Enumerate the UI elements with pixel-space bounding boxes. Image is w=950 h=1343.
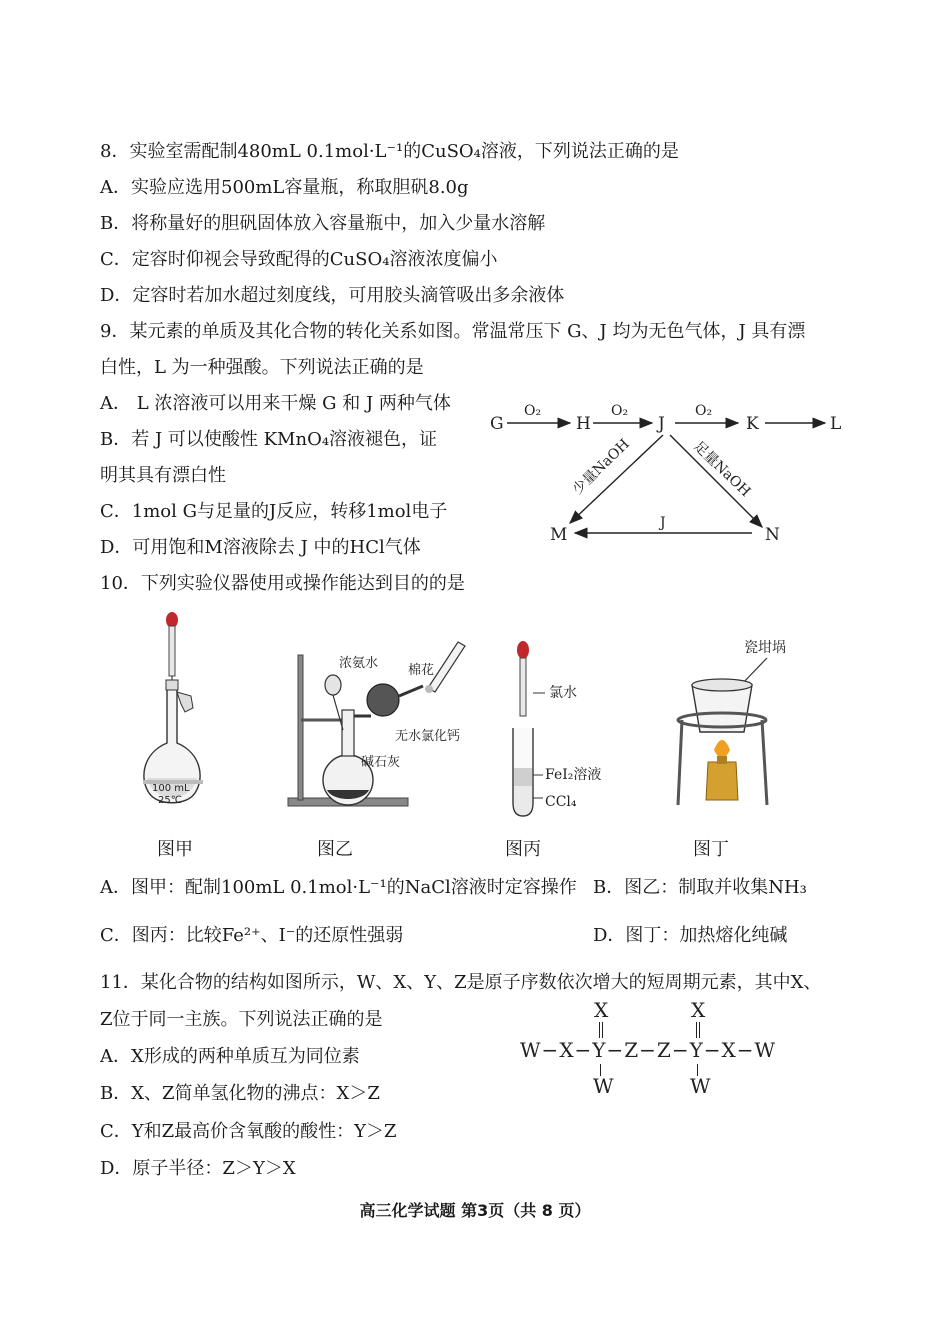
caption-ding: 图丁 (693, 839, 729, 860)
q8-option-b: B．将称量好的胆矾固体放入容量瓶中，加入少量水溶解 (100, 213, 546, 234)
q10-option-b: B．图乙：制取并收集NH₃ (593, 877, 807, 898)
flask-temp-label: 25℃ (158, 795, 182, 806)
node-j: J (658, 414, 665, 434)
q10-stem: 10．下列实验仪器使用或操作能达到目的的是 (100, 573, 465, 594)
label-naoh-excess: 足量NaOH (690, 438, 754, 501)
node-m: M (550, 525, 568, 545)
q9-option-c: C．1mol G与足量的J反应，转移1mol电子 (100, 501, 448, 522)
q10-option-a: A．图甲：配制100mL 0.1mol·L⁻¹的NaCl溶液时定容操作 (100, 877, 577, 898)
double-bond-left (599, 1022, 603, 1038)
q11-option-a: A．X形成的两种单质互为同位素 (100, 1046, 360, 1067)
label-fei2: FeI₂溶液 (545, 767, 602, 783)
drying-tube-bulb (367, 684, 399, 716)
node-g: G (490, 414, 504, 434)
structure-top-x-right: X (691, 998, 706, 1022)
label-o2-2: O₂ (611, 403, 629, 419)
q9-stem-line2: 白性，L 为一种强酸。下列说法正确的是 (100, 357, 424, 378)
ccl4-layer (514, 786, 532, 815)
q11-option-c: C．Y和Z最高价含氧酸的酸性：Y＞Z (100, 1121, 397, 1142)
label-ccl4: CCl₄ (545, 794, 577, 810)
q9-option-a: A． L 浓溶液可以用来干燥 G 和 J 两种气体 (100, 393, 451, 414)
q9-option-b-line2: 明其具有漂白性 (100, 465, 226, 486)
stopper-icon (177, 692, 193, 712)
node-n: N (765, 525, 780, 545)
q8-option-c: C．定容时仰视会导致配得的CuSO₄溶液浓度偏小 (100, 249, 498, 270)
q11-option-b: B．X、Z简单氢化物的沸点：X＞Z (100, 1083, 380, 1104)
q9-stem-line1: 9．某元素的单质及其化合物的转化关系如图。常温常压下 G、J 均为无色气体，J 具有漂 (100, 321, 806, 342)
caption-jia: 图甲 (157, 839, 193, 860)
label-o2-3: O₂ (695, 403, 713, 419)
label-o2-1: O₂ (524, 403, 542, 419)
node-l: L (830, 414, 842, 434)
separatory-funnel (325, 675, 341, 695)
arrow-j-n (670, 435, 762, 527)
q11-option-d: D．原子半径：Z＞Y＞X (100, 1158, 296, 1179)
q8-option-a: A．实验应选用500mL容量瓶，称取胆矾8.0g (100, 177, 469, 198)
node-k: K (746, 414, 759, 434)
stand-rod (298, 655, 303, 800)
figure-ding-crucible-heating (672, 630, 812, 815)
dropper-tube (520, 658, 526, 716)
node-h: H (576, 414, 591, 434)
figure-jia-volumetric-flask (135, 608, 225, 823)
label-cacl2: 无水氯化钙 (395, 729, 461, 744)
structure-main-chain: W−X−Y−Z−Z−Y−X−W (520, 1038, 777, 1062)
caption-bing: 图丙 (505, 839, 541, 860)
figure-yi-ammonia-apparatus (283, 630, 483, 810)
label-soda-lime: 碱石灰 (361, 755, 401, 770)
label-chlorine-water: 氯水 (549, 685, 577, 701)
label-cotton: 棉花 (408, 663, 435, 678)
tripod-leg-right (762, 720, 767, 805)
q11-structure-diagram (515, 998, 795, 1098)
flame-icon (714, 740, 730, 758)
fei2-layer (514, 768, 532, 786)
label-ammonia: 浓氨水 (339, 656, 379, 671)
label-crucible: 瓷坩埚 (744, 640, 786, 656)
page-footer: 高三化学试题 第3页（共 8 页） (359, 1201, 591, 1220)
q10-option-c: C．图丙：比较Fe²⁺、I⁻的还原性强弱 (100, 925, 404, 946)
double-bond-right (696, 1022, 700, 1038)
alcohol-lamp (706, 762, 738, 800)
dropper-bulb (517, 641, 529, 659)
structure-bottom-w-left: W (593, 1074, 614, 1098)
q8-stem: 8．实验室需配制480mL 0.1mol·L⁻¹的CuSO₄溶液，下列说法正确的是 (100, 141, 679, 162)
q8-option-d: D．定容时若加水超过刻度线，可用胶头滴管吸出多余液体 (100, 285, 565, 306)
q11-stem-line1: 11．某化合物的结构如图所示，W、X、Y、Z是原子序数依次增大的短周期元素，其中X、 (100, 972, 822, 993)
figure-bing-test-tube (505, 638, 625, 823)
label-naoh-small: 少量NaOH (569, 436, 633, 498)
q9-option-d: D．可用饱和M溶液除去 J 中的HCl气体 (100, 537, 421, 558)
q9-transformation-diagram (480, 395, 860, 555)
flask-volume-label: 100 mL (152, 783, 190, 794)
dropper-tube (169, 626, 175, 676)
q9-option-b-line1: B．若 J 可以使酸性 KMnO₄溶液褪色，证 (100, 429, 438, 450)
q11-stem-line2: Z位于同一主族。下列说法正确的是 (100, 1009, 383, 1030)
cotton-icon (425, 685, 433, 693)
structure-top-x-left: X (594, 998, 609, 1022)
structure-bottom-w-right: W (690, 1074, 711, 1098)
tripod-leg-left (678, 720, 682, 805)
caption-yi: 图乙 (317, 839, 353, 860)
q10-option-d: D．图丁：加热熔化纯碱 (593, 925, 788, 946)
label-j-arrow: J (660, 515, 666, 531)
